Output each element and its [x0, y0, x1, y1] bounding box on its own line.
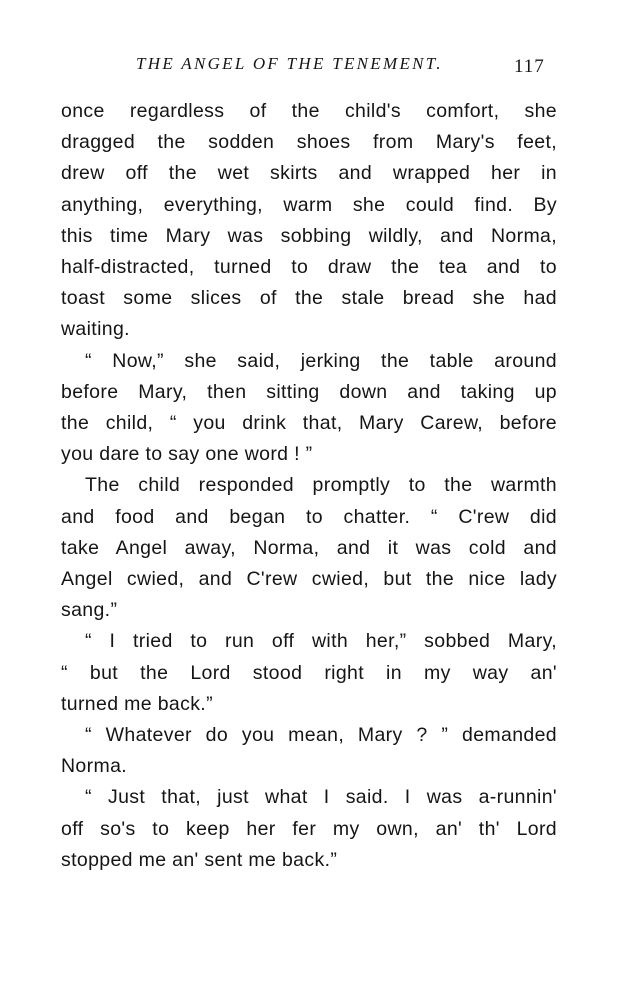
body-text — [61, 96, 557, 876]
text-line: this time Mary was sobbing wildly, and Norma, — [61, 224, 557, 247]
text-line: dragged the sodden shoes from Mary's feet, — [61, 131, 557, 154]
text-line: take Angel away, Norma, and it was cold and — [61, 536, 557, 559]
page-number: 117 — [514, 56, 545, 77]
text-line: turned me back.” — [61, 692, 213, 715]
text-line: Norma. — [61, 755, 128, 778]
text-line: anything, everything, warm she could find. By — [61, 193, 557, 216]
text-line: “ Just that, just what I said. I was a-runnin' — [85, 786, 557, 809]
text-line: The child responded promptly to the warmth — [85, 474, 557, 497]
paragraph-3 — [61, 470, 557, 626]
text-line: “ Whatever do you mean, Mary ? ” demanded — [85, 724, 557, 747]
text-line: you dare to say one word ! ” — [61, 443, 313, 466]
text-line: toast some slices of the stale bread she had — [61, 287, 557, 310]
text-line: off so's to keep her fer my own, an' th' Lord — [61, 817, 557, 840]
text-line: half-distracted, turned to draw the tea and to — [61, 256, 557, 279]
text-line: once regardless of the child's comfort, she — [61, 100, 557, 122]
running-title: THE ANGEL OF THE TENEMENT. — [136, 54, 443, 73]
text-line: “ but the Lord stood right in my way an' — [61, 661, 557, 684]
paragraph-6 — [61, 782, 557, 876]
text-line: the child, “ you drink that, Mary Carew, before — [61, 412, 557, 435]
text-line: stopped me an' sent me back.” — [61, 848, 338, 871]
text-line: sang.” — [61, 599, 118, 622]
paragraph-2 — [61, 346, 557, 471]
running-head — [0, 50, 618, 80]
text-line: waiting. — [61, 318, 130, 341]
paragraph-5 — [61, 720, 557, 782]
text-line: before Mary, then sitting down and taking up — [61, 380, 557, 403]
text-line: and food and began to chatter. “ C'rew did — [61, 505, 557, 528]
text-line: “ Now,” she said, jerking the table around — [85, 349, 557, 372]
paragraph-1 — [61, 96, 557, 346]
text-line: “ I tried to run off with her,” sobbed Mary, — [85, 630, 557, 653]
paragraph-4 — [61, 626, 557, 720]
text-line: Angel cwied, and C'rew cwied, but the nice lady — [61, 568, 557, 591]
text-line: drew off the wet skirts and wrapped her in — [61, 162, 557, 185]
